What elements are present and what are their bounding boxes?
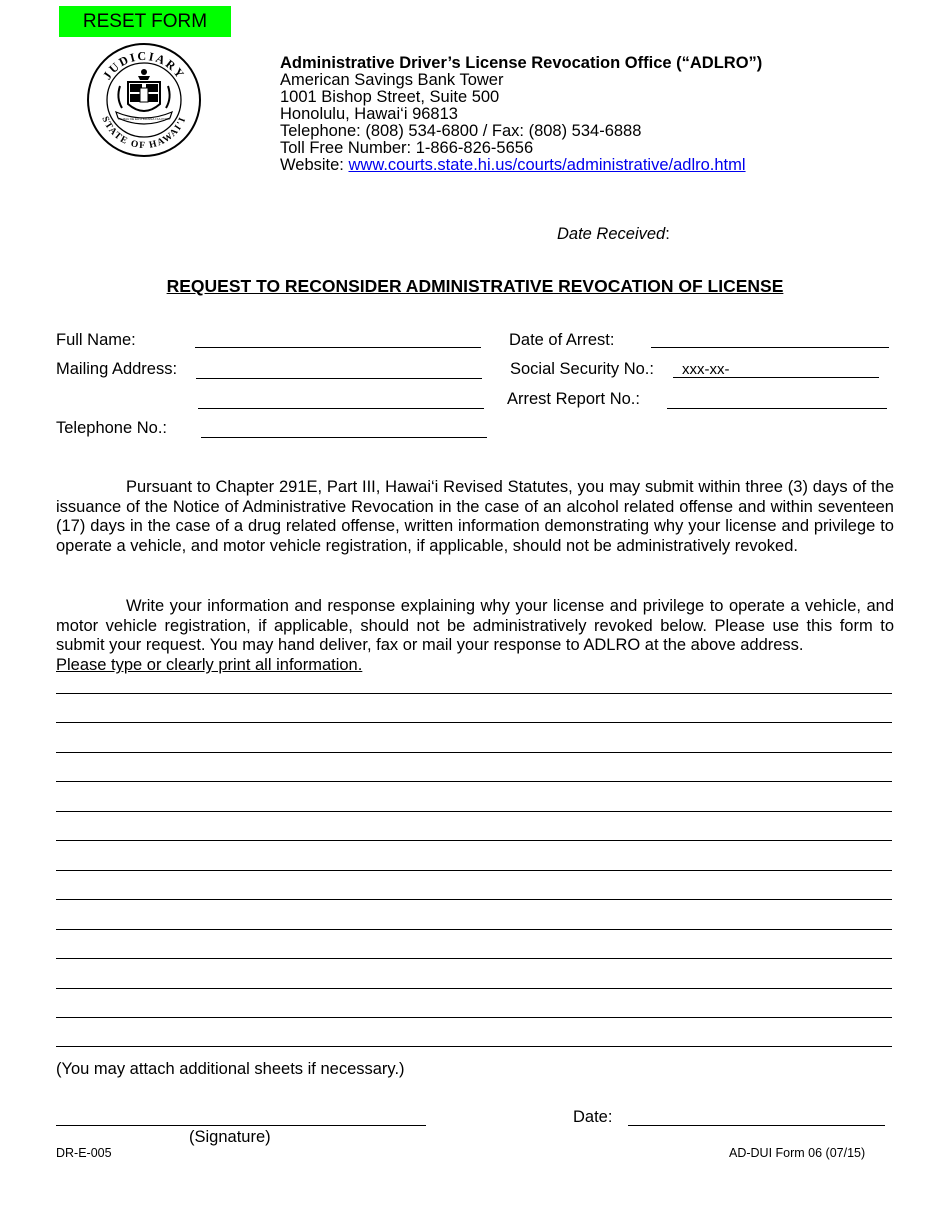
svg-text:UA MAU KE EA O KA AINA I KA PO: UA MAU KE EA O KA AINA I KA PONO: [117, 117, 171, 121]
judiciary-seal-logo: [86, 42, 202, 158]
date-received: [557, 225, 670, 244]
response-line[interactable]: [56, 840, 892, 841]
response-line[interactable]: [56, 693, 892, 694]
date-label: Date:: [573, 1108, 613, 1126]
website-label: Website:: [280, 156, 349, 174]
form-code-left: DR-E-005: [56, 1146, 112, 1160]
response-line[interactable]: [56, 752, 892, 753]
response-line[interactable]: [56, 899, 892, 900]
reset-form-button[interactable]: RESET FORM: [59, 6, 231, 37]
response-line[interactable]: [56, 781, 892, 782]
arrest-report-field[interactable]: [667, 390, 887, 409]
instructions-paragraph-2: [56, 597, 894, 676]
signature-label: (Signature): [189, 1128, 271, 1146]
date-field[interactable]: [628, 1107, 885, 1126]
office-street: 1001 Bishop Street, Suite 500: [280, 88, 500, 106]
full-name-field[interactable]: [195, 329, 481, 348]
arrest-report-label: Arrest Report No.:: [507, 390, 640, 408]
telephone-label: Telephone No.:: [56, 419, 167, 437]
date-of-arrest-field[interactable]: [651, 329, 889, 348]
date-of-arrest-label: Date of Arrest:: [509, 331, 615, 349]
instructions-paragraph-2-text: Write your information and response explaining why your license and privilege to operate a vehicle, and motor vehicle registration, if applicable, should not be administratively revoked below. Please use this form to submit your request. You may hand deliver, fax or mail your response to ADLRO at the above address.: [56, 597, 894, 655]
full-name-label: Full Name:: [56, 331, 136, 349]
mailing-address-label: Mailing Address:: [56, 360, 178, 378]
response-line[interactable]: [56, 929, 892, 930]
print-clearly-note: Please type or clearly print all information.: [56, 656, 363, 675]
date-received-label: Date Received: [557, 225, 666, 243]
office-building: American Savings Bank Tower: [280, 71, 504, 89]
office-phone: Telephone: (808) 534-6800 / Fax: (808) 534-6888: [280, 122, 642, 140]
response-line[interactable]: [56, 958, 892, 959]
instructions-paragraph-1: Pursuant to Chapter 291E, Part III, Hawai‘i Revised Statutes, you may submit within three (3) days of the issuance of the Notice of Administrative Revocation in the case of an alcohol related offense and within seventeen (17) days in the case of a drug related offense, written information demonstrating why your license and privilege to operate a vehicle, and motor vehicle registration, if applicable, should not be administratively revoked.: [56, 478, 894, 556]
office-name: Administrative Driver’s License Revocation Office (“ADLRO”): [280, 54, 763, 72]
svg-text:STATE OF HAWAI'I: STATE OF HAWAI'I: [99, 115, 189, 152]
telephone-field[interactable]: [201, 419, 487, 438]
office-website: [280, 157, 746, 174]
ssn-label: Social Security No.:: [510, 360, 654, 378]
date-received-colon: :: [665, 225, 670, 243]
form-code-right: AD-DUI Form 06 (07/15): [729, 1146, 866, 1160]
attach-note: (You may attach additional sheets if necessary.): [56, 1060, 405, 1078]
website-link[interactable]: www.courts.state.hi.us/courts/administrative/adlro.html: [348, 156, 746, 174]
form-title: REQUEST TO RECONSIDER ADMINISTRATIVE REVOCATION OF LICENSE: [166, 276, 784, 296]
response-line[interactable]: [56, 1017, 892, 1018]
mailing-address-field[interactable]: [196, 360, 482, 379]
response-line[interactable]: [56, 1046, 892, 1047]
svg-text:JUDICIARY: JUDICIARY: [99, 48, 189, 83]
response-line[interactable]: [56, 811, 892, 812]
response-line[interactable]: [56, 870, 892, 871]
ssn-field[interactable]: xxx-xx-: [673, 360, 879, 378]
mailing-address-field-2[interactable]: [198, 390, 484, 409]
office-city: Honolulu, Hawai‘i 96813: [280, 105, 458, 123]
response-line[interactable]: [56, 988, 892, 989]
signature-field[interactable]: [56, 1107, 426, 1126]
office-toll-free: Toll Free Number: 1-866-826-5656: [280, 139, 534, 157]
response-line[interactable]: [56, 722, 892, 723]
